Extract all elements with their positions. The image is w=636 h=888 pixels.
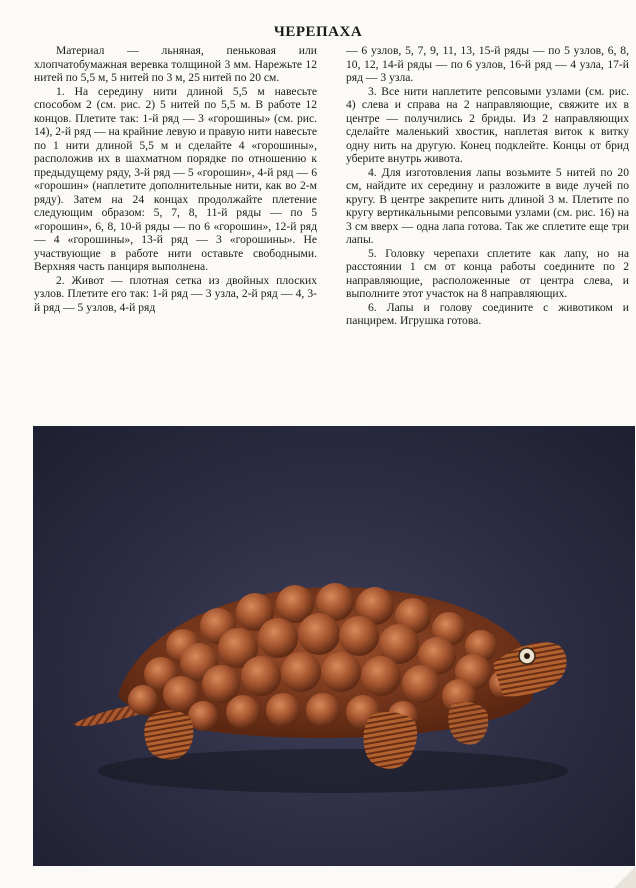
step-3-paragraph: 3. Все нити наплетите репсовыми узлами (см. рис. 4) слева и справа на 2 направляющие, свяжите их в центре — получились 2 бриды. Из 2 направляющих сделайте маленький хвостик, наплетая виток к витку одну нить на другую. Конец подклейте. Концы от брид уберите внутрь живота. — [346, 84, 629, 165]
step-2-paragraph: 2. Живот — плотная сетка из двойных плоских узлов. Плетите его так: 1-й ряд — 3 узла, 2-й ряд — 4, 3-й ряд — 5 узлов, 4-й ряд — [34, 273, 317, 314]
turtle-front-leg-right — [448, 702, 488, 744]
materials-paragraph: Материал — льняная, пеньковая или хлопчатобумажная веревка толщиной 3 мм. Нарежьте 12 нитей по 5,5 м, 5 нитей по 3 м, 25 нитей по 20 см. — [34, 44, 317, 84]
step-4-paragraph: 4. Для изготовления лапы возьмите 5 нитей по 20 см, найдите их середину и разложите в виде лучей по кругу. В центре закрепите нить длиной 3 м. Плетите по кругу вертикальными репсовыми узлами (см. рис. 16) на 3 см вверх — одна лапа готова. Так же сплетите еще три лапы. — [346, 165, 629, 246]
step-1-paragraph: 1. На середину нити длиной 5,5 м навесьте способом 2 (см. рис. 2) 5 нитей по 5,5 м. В работе 12 концов. Плетите так: 1-й ряд — 3 «горошины» (см. рис. 14), 2-й ряд — на крайние левую и правую нити навесьте по 1 нити длиной 5,5 м и сделайте 4 «горошины», расположив их в шахматном порядке по отношению к предыдущему ряду, 3-й ряд — 5 «горошин», 4-й ряд — 6 «горошин» (наплетите дополнительные нити, как во 2-м ряду). Затем на 24 концах продолжайте плетение следующим образом: 5, 7, 8, 11-й ряды — по 5 «горошин», 6, 8, 10-й ряды — по 6 «горошин», 12-й ряд — 4 «горошины», 13-й ряд — 3 «горошины». Не участвующие в работе нити оставьте свободными. Верхняя часть панциря выполнена. — [34, 84, 317, 273]
step-2-continued-paragraph: — 6 узлов, 5, 7, 9, 11, 13, 15-й ряды — по 5 узлов, 6, 8, 10, 12, 14-й ряды — по 6 узлов, 16-й ряд — 4 узла, 17-й ряд — 3 узла. — [346, 44, 629, 84]
step-6-paragraph: 6. Лапы и голову соедините с животиком и панцирем. Игрушка готова. — [346, 300, 629, 327]
turtle-tail — [73, 706, 141, 726]
turtle-photo — [33, 426, 635, 866]
page-corner — [614, 866, 636, 888]
step-5-paragraph: 5. Головку черепахи сплетите как лапу, но на расстоянии 1 см от конца работы соедините по 2 направляющие, расположенные от центра слева, и выполните этот участок на 8 направляющих. — [346, 246, 629, 300]
page-title: ЧЕРЕПАХА — [273, 24, 363, 40]
macrame-turtle-illustration — [33, 426, 635, 866]
left-text-column — [34, 44, 317, 314]
right-text-column — [346, 44, 629, 328]
turtle-back-leg — [144, 710, 193, 759]
